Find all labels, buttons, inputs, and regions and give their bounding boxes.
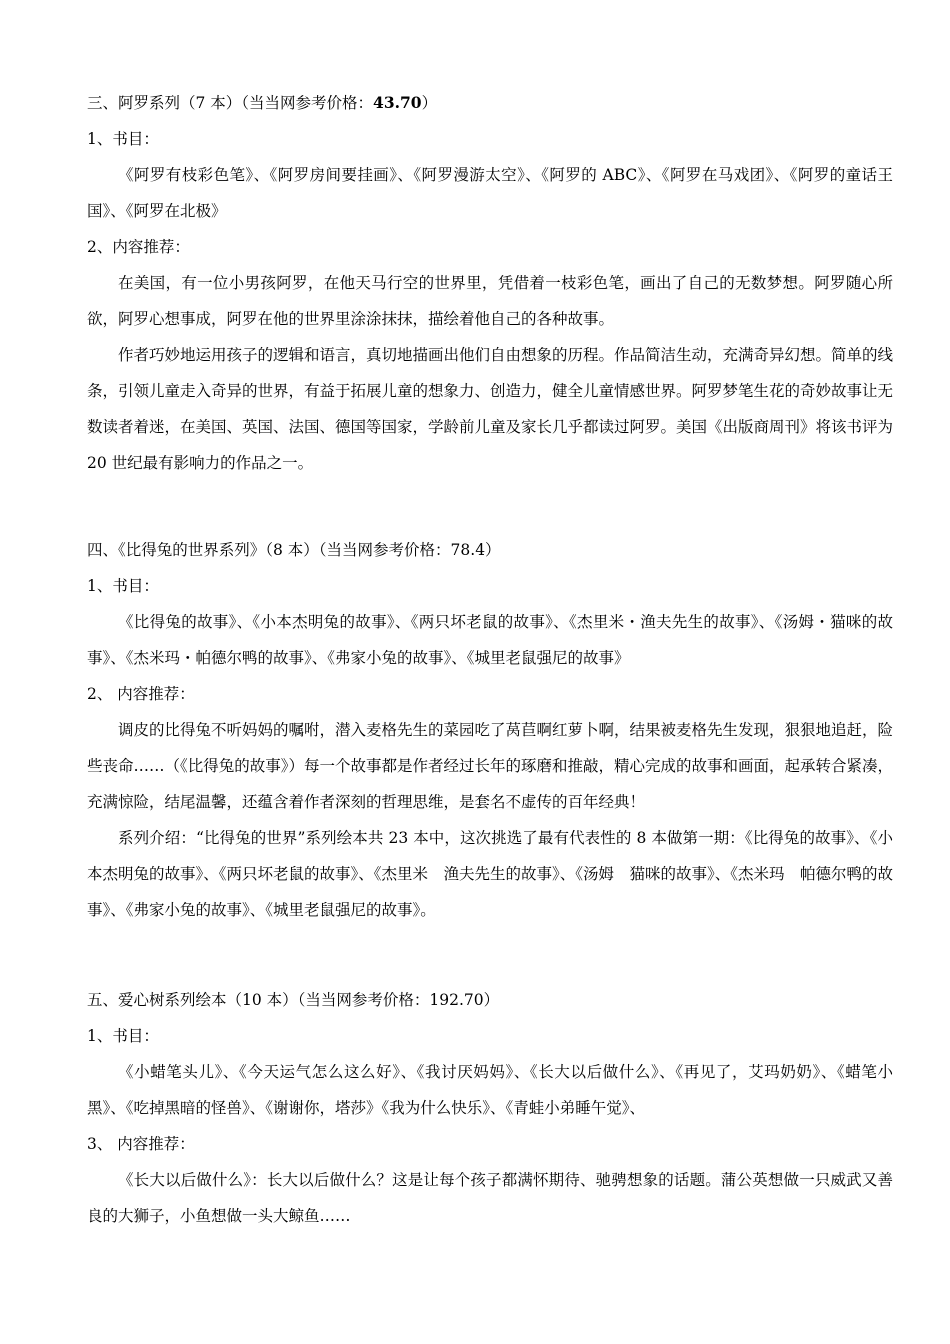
section-heading <box>87 85 893 121</box>
section-heading: 五、爱心树系列绘本（10 本）（当当网参考价格：192.70） <box>87 991 500 1009</box>
booklist-label: 1、书目： <box>87 130 159 148</box>
recommend-paragraph: 作者巧妙地运用孩子的逻辑和语言，真切地描画出他们自由想象的历程。作品简洁生动，充满奇异幻想。简单的线条，引领儿童走入奇异的世界，有益于拓展儿童的想象力、创造力，健全儿童情感世界。阿罗梦笔生花的奇妙故事让无数读者着迷，在美国、英国、法国、德国等国家，学龄前儿童及家长几乎都读过阿罗。美国《出版商周刊》将该书评为 20 世纪最有影响力的作品之一。 <box>87 346 894 472</box>
heading-price: 43.70 <box>373 93 422 112</box>
recommend-paragraph: 在美国，有一位小男孩阿罗，在他天马行空的世界里，凭借着一枝彩色笔，画出了自己的无数梦想。阿罗随心所欲，阿罗心想事成，阿罗在他的世界里涂涂抹抹，描绘着他自己的各种故事。 <box>87 274 893 328</box>
booklist-text: 《小蜡笔头儿》、《今天运气怎么这么好》、《我讨厌妈妈》、《长大以后做什么》、《再见了，艾玛奶奶》、《蜡笔小黑》、《吃掉黑暗的怪兽》、《谢谢你，塔莎》《我为什么快乐》、《青蛙小弟睡午觉》、 <box>87 1063 893 1117</box>
booklist-text: 《比得兔的故事》、《小本杰明兔的故事》、《两只坏老鼠的故事》、《杰里米・渔夫先生的故事》、《汤姆・猫咪的故事》、《杰米玛・帕德尔鸭的故事》、《弗家小兔的故事》、《城里老鼠强尼的故事》 <box>87 613 893 667</box>
recommend-paragraph: 《长大以后做什么》：长大以后做什么？这是让每个孩子都满怀期待、驰骋想象的话题。蒲公英想做一只威武又善良的大狮子，小鱼想做一头大鲸鱼…… <box>87 1171 893 1225</box>
recommend-label: 2、内容推荐： <box>87 238 190 256</box>
heading-text: 三、阿罗系列（7 本）（当当网参考价格： <box>87 94 374 112</box>
recommend-paragraph: 调皮的比得兔不听妈妈的嘱咐，潜入麦格先生的菜园吃了莴苣啊红萝卜啊，结果被麦格先生发现，狠狠地追赶，险些丧命……（《比得兔的故事》）每一个故事都是作者经过长年的琢磨和推敲，精心完成的故事和画面，起承转合紧凑，充满惊险，结尾温馨，还蕴含着作者深刻的哲理思维，是套名不虚传的百年经典！ <box>87 721 894 811</box>
booklist-text: 《阿罗有枝彩色笔》、《阿罗房间要挂画》、《阿罗漫游太空》、《阿罗的 ABC》、《阿罗在马戏团》、《阿罗的童话王国》、《阿罗在北极》 <box>87 166 893 220</box>
section-aluo-series <box>87 85 893 481</box>
section-heading: 四、《比得兔的世界系列》（8 本）（当当网参考价格：78.4） <box>87 541 501 559</box>
recommend-label: 3、 内容推荐： <box>87 1135 195 1153</box>
booklist-label: 1、书目： <box>87 577 159 595</box>
section-giving-tree-series <box>87 982 893 1234</box>
booklist-label: 1、书目： <box>87 1027 159 1045</box>
recommend-paragraph: 系列介绍：“比得兔的世界”系列绘本共 23 本中，这次挑选了最有代表性的 8 本做第一期：《比得兔的故事》、《小本杰明兔的故事》、《两只坏老鼠的故事》、《杰里米 渔夫先生的故事》、《汤姆 猫咪的故事》、《杰米玛 帕德尔鸭的故事》、《弗家小兔的故事》、《城里老鼠强尼的故事》。 <box>87 829 894 919</box>
recommend-label: 2、 内容推荐： <box>87 685 195 703</box>
heading-suffix: ） <box>421 94 438 112</box>
section-peter-rabbit-series <box>87 532 893 928</box>
